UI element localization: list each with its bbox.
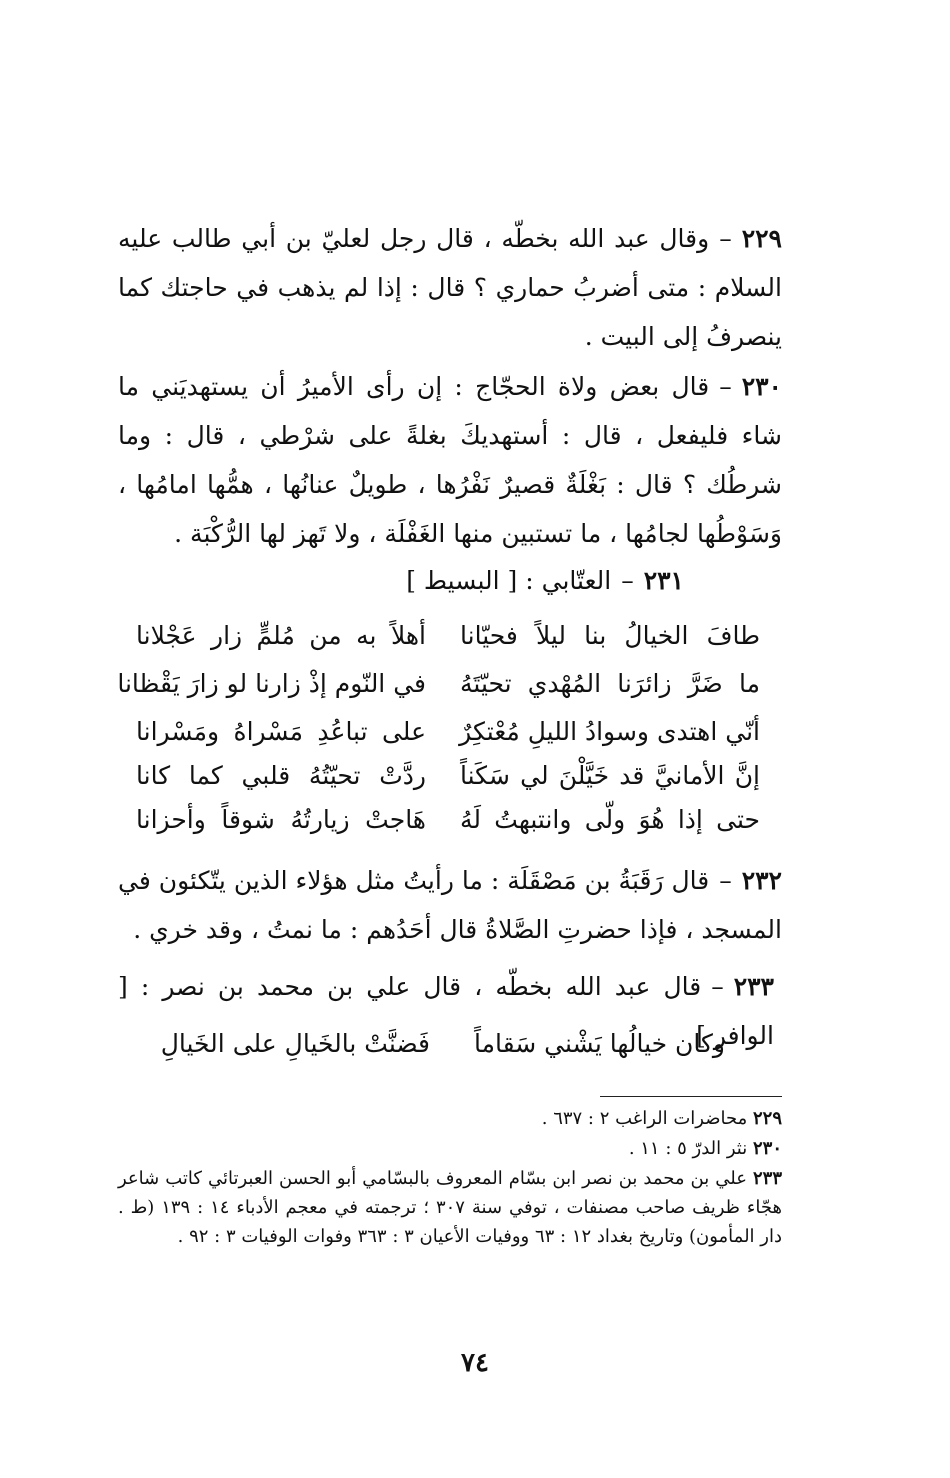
poem-verse (136, 614, 760, 658)
first-hemistich: إنَّ الأمانيَّ قد خَيَّلْنَ لي سَكَناً (460, 761, 760, 790)
poem-verse (160, 1022, 725, 1066)
second-hemistich: في النّوم إذْ زارنا لو زارَ يَقْظانا (117, 669, 426, 698)
entry-number: ٢٣١ (643, 566, 684, 595)
entry-231-heading (118, 556, 782, 605)
poem-verse (136, 754, 760, 798)
dash: – (711, 972, 724, 1001)
footnote-number: ٢٣٠ (752, 1138, 782, 1159)
poem-verse (136, 710, 760, 754)
second-hemistich: ردَّتْ تحيّتُهُ قلبي كما كانا (136, 761, 426, 790)
page-number: ٧٤ (461, 1348, 489, 1378)
footnote-229 (118, 1104, 782, 1133)
footnote-text: نثر الدرّ ٥ : ١١ . (628, 1138, 748, 1159)
footnote-number: ٢٢٩ (752, 1108, 782, 1129)
entry-text: قال بعض ولاة الحجّاج : إن رأى الأميرُ أن يستهديَني ما شاء فليفعل ، قال : أستهديكَ بغلةً على شرْطي ، قال : وما شرطُك ؟ قال : بَغْلَةٌ قصيرٌ نَفْرُها ، طويلٌ عنانُها ، همُّها امامُها ، وَسَوْطُها لجامُها ، ما تستبين منها الغَفْلَة ، ولا تَهز لها الرُّكْبَة . (118, 372, 782, 548)
footnote-divider (600, 1096, 782, 1097)
first-hemistich: أنّي اهتدى وسوادُ الليلِ مُعْتكِرٌ (459, 717, 760, 746)
entry-text: قال رَقَبَةُ بن مَصْقَلَة : ما رأيتُ مثل هؤلاء الذين يتّكئون في المسجد ، فإذا حضرتِ الصَّلاةُ قال أحَدُهم : ما نمتُ ، وقد خري . (118, 866, 782, 944)
entry-text: وقال عبد الله بخطّه ، قال رجل لعليّ بن أبي طالب عليه السلام : متى أضربُ حماري ؟ قال : إذا لم يذهب في حاجتك كما ينصرفُ إلى البيت . (118, 224, 782, 351)
footnote-230 (118, 1134, 782, 1163)
first-hemistich: حتى إذا هُوَ ولّى وانتبهتُ لَهُ (460, 805, 760, 834)
entry-text: العتّابي : [ البسيط ] (406, 566, 612, 595)
entry-number: ٢٣٣ (733, 972, 774, 1001)
second-hemistich: على تباعُدِ مَسْراهُ ومَسْرانا (136, 717, 426, 746)
entry-232 (118, 856, 782, 954)
dash: – (719, 372, 732, 401)
first-hemistich: وكان خيالُها يَشْني سَقاماً (473, 1029, 725, 1058)
dash: – (719, 866, 732, 895)
poem-verse (117, 662, 760, 706)
second-hemistich: هَاجتْ زيارتُهُ شوقاً وأحزانا (136, 805, 426, 834)
footnote-233 (118, 1164, 782, 1251)
entry-229 (118, 214, 782, 361)
second-hemistich: أهلاً به من مُلمٍّ زار عَجْلانا (136, 621, 426, 650)
footnote-number: ٢٣٣ (752, 1168, 782, 1189)
entry-number: ٢٣٠ (741, 372, 782, 401)
second-hemistich: فَضنَّتْ بالخَيالِ على الخَيالِ (160, 1029, 430, 1058)
entry-230 (118, 362, 782, 558)
footnote-text: علي بن محمد بن نصر ابن بسّام المعروف بالبسّامي أبو الحسن العبرتائي كاتب شاعر هجّاء ظريف صاحب مصنفات ، توفي سنة ٣٠٧ ؛ ترجمته في معجم الأدباء ١٤ : ١٣٩ (ط . دار المأمون) وتاريخ بغداد ١٢ : ٦٣ ووفيات الأعيان ٣ : ٣٦٣ وفوات الوفيات ٣ : ٩٢ . (118, 1168, 782, 1247)
first-hemistich: ما ضَرَّ زائرَنا المُهْدي تحيّتَهُ (460, 669, 760, 698)
dash: – (621, 566, 634, 595)
entry-number: ٢٢٩ (741, 224, 782, 253)
first-hemistich: طافَ الخيالُ بنا ليلاً فحيّانا (460, 621, 760, 650)
dash: – (719, 224, 732, 253)
entry-text: قال عبد الله بخطّه ، قال علي بن محمد بن نصر : [ الوافر ] (118, 972, 774, 1050)
entry-number: ٢٣٢ (741, 866, 782, 895)
poem-verse (136, 798, 760, 842)
footnote-text: محاضرات الراغب ٢ : ٦٣٧ . (541, 1108, 748, 1129)
